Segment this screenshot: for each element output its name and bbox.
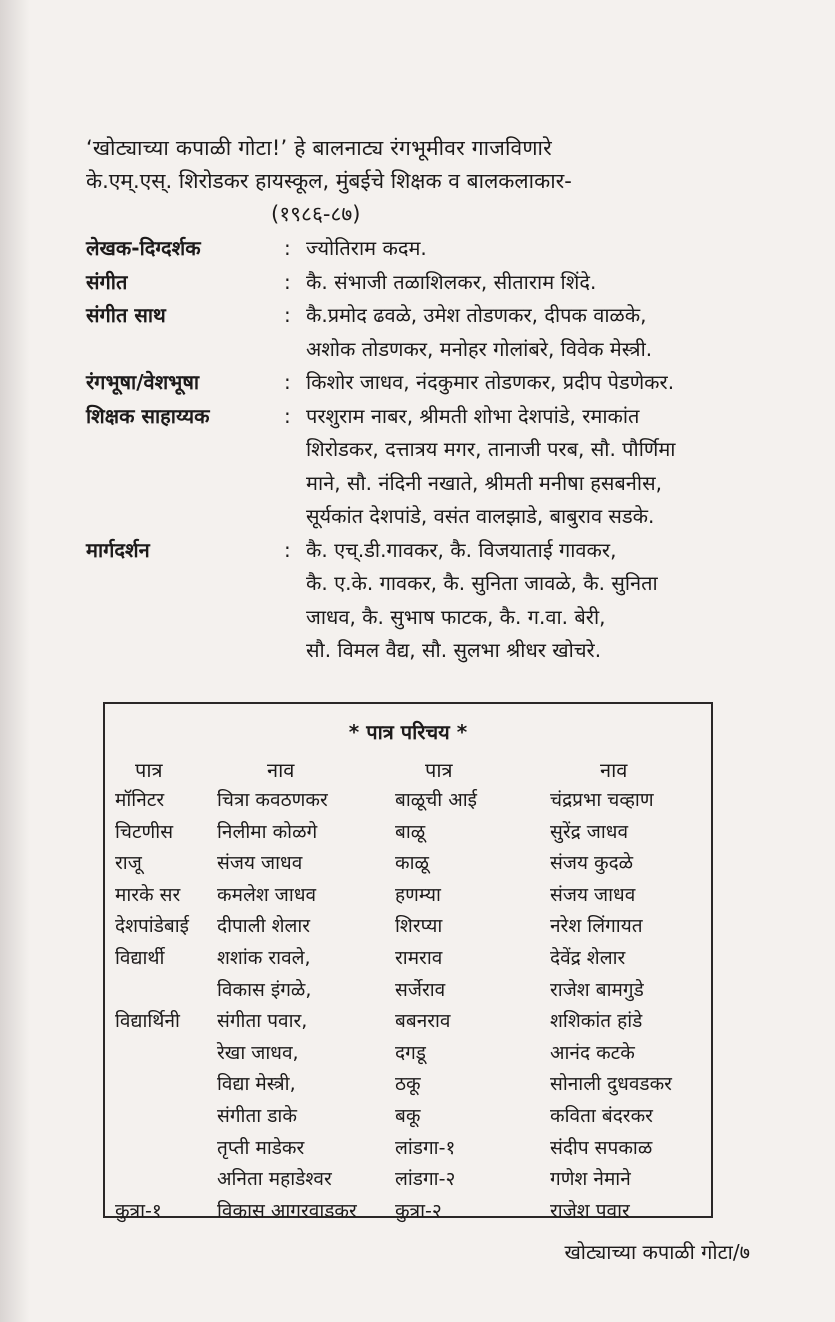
cast-actor-cell: दीपाली शेलार (217, 915, 311, 938)
credit-value (306, 299, 746, 366)
cast-role-cell: मॉनिटर (115, 789, 165, 811)
cast-role-cell: काळू (395, 852, 429, 875)
credit-row (86, 400, 746, 534)
cast-role-cell: चिटणीस (115, 820, 174, 843)
credit-label: संगीत (86, 269, 128, 294)
credit-colon: : (284, 403, 291, 428)
cast-actor-cell: सोनाली दुधवडकर (550, 1073, 672, 1096)
credit-value-line: कै. एच्.डी.गावकर, कै. विजयाताई गावकर, (306, 537, 617, 562)
cast-role-cell: लांडगा-२ (395, 1168, 456, 1191)
cast-actor-cell: राजेश पवार (550, 1199, 630, 1222)
cast-role-cell: सर्जेराव (395, 978, 446, 1001)
table-row (105, 1134, 711, 1166)
cast-actor-cell: विद्या मेस्त्री, (217, 1073, 296, 1096)
cast-actor-cell: संजय जाधव (550, 883, 636, 906)
credit-value (306, 534, 746, 668)
cast-actor-cell: चंद्रप्रभा चव्हाण (550, 789, 654, 811)
table-row (105, 1165, 711, 1197)
credit-value-line: अशोक तोडणकर, मनोहर गोलांबरे, विवेक मेस्त्री. (306, 336, 653, 361)
cast-role-cell: शिरप्या (395, 915, 443, 938)
cast-actor-cell: विकास इंगळे, (217, 978, 312, 1001)
cast-role-cell: कुत्रा-२ (395, 1199, 442, 1222)
page-edge-shadow (0, 0, 30, 1322)
cast-title: * पात्र परिचय * (348, 720, 468, 744)
credit-value-line: माने, सौ. नंदिनी नखाते, श्रीमती मनीषा हसबनीस, (306, 470, 662, 495)
cast-actor-cell: संजय जाधव (217, 852, 303, 875)
cast-table (105, 786, 711, 1228)
table-row (105, 1102, 711, 1134)
header-role-2: पात्र (425, 758, 453, 782)
credit-row (86, 534, 746, 668)
table-row (105, 976, 711, 1008)
header-name-1: नाव (267, 758, 295, 782)
cast-role-cell: रामराव (395, 946, 443, 969)
cast-actor-cell: राजेश बामगुडे (550, 978, 644, 1001)
credit-value-line: जाधव, कै. सुभाष फाटक, कै. ग.वा. बेरी, (306, 604, 606, 629)
table-row (105, 849, 711, 881)
credit-value (306, 266, 746, 300)
table-row (105, 1197, 711, 1229)
table-row (105, 786, 711, 818)
cast-header-row (105, 756, 711, 786)
credit-label: रंगभूषा/वेशभूषा (86, 370, 200, 394)
table-row (105, 944, 711, 976)
cast-role-cell: मारके सर (115, 883, 181, 906)
cast-actor-cell: देवेंद्र शेलार (550, 946, 626, 969)
cast-role-cell: विद्यार्थिनी (115, 1010, 180, 1033)
intro-line-2: के.एम्.एस्. शिरोडकर हायस्कूल, मुंबईचे शिक्षक व बालकलाकार- (86, 169, 572, 193)
cast-role-cell: राजू (115, 852, 142, 875)
credit-value-line: कै. ए.के. गावकर, कै. सुनिता जावळे, कै. सुनिता (306, 571, 658, 595)
cast-role-cell: लांडगा-१ (395, 1136, 456, 1159)
credit-value (306, 400, 746, 534)
cast-actor-cell: सुरेंद्र जाधव (550, 820, 629, 843)
cast-role-cell: कुत्रा-१ (115, 1199, 162, 1222)
cast-actor-cell: अनिता महाडेश्वर (217, 1168, 332, 1191)
credit-value-line: सूर्यकांत देशपांडे, वसंत वालझाडे, बाबुराव सडके. (306, 504, 655, 528)
cast-actor-cell: संजय कुदळे (550, 852, 634, 875)
intro-year: (१९८६-८७) (271, 202, 361, 226)
cast-role-cell: बबनराव (395, 1010, 451, 1033)
cast-actor-cell: संगीता पवार, (217, 1010, 308, 1033)
cast-actor-cell: शशांक रावले, (217, 946, 311, 969)
credit-row (86, 299, 746, 366)
page-footer: खोट्याच्या कपाळी गोटा/७ (564, 1240, 750, 1264)
cast-actor-cell: संदीप सपकाळ (550, 1136, 653, 1159)
table-row (105, 912, 711, 944)
credit-value-line: परशुराम नाबर, श्रीमती शोभा देशपांडे, रमाकांत (306, 403, 640, 428)
credit-value-line: सौ. विमल वैद्य, सौ. सुलभा श्रीधर खोचरे. (306, 638, 602, 662)
credit-value (306, 232, 746, 266)
cast-actor-cell: चित्रा कवठणकर (217, 789, 328, 811)
table-row (105, 818, 711, 850)
intro-paragraph (86, 132, 746, 231)
credit-value-line: कै. संभाजी तळाशिलकर, सीताराम शिंदे. (306, 269, 597, 294)
credit-colon: : (284, 370, 291, 394)
cast-role-cell: दगडू (395, 1041, 426, 1064)
credit-colon: : (284, 236, 291, 260)
cast-role-cell: विद्यार्थी (115, 946, 165, 969)
cast-role-cell: बकू (395, 1104, 421, 1127)
cast-role-cell: देशपांडेबाई (115, 915, 189, 938)
table-row (105, 1070, 711, 1102)
cast-actor-cell: तृप्ती माडेकर (217, 1136, 305, 1159)
cast-actor-cell: कमलेश जाधव (217, 883, 317, 906)
cast-actor-cell: विकास आगरवाडकर (217, 1199, 357, 1222)
header-name-2: नाव (600, 758, 628, 782)
table-row (105, 1039, 711, 1071)
table-row (105, 881, 711, 913)
credit-row (86, 366, 746, 400)
credit-label: संगीत साथ (86, 303, 166, 327)
cast-box (103, 702, 713, 1222)
credit-label: मार्गदर्शन (86, 537, 150, 562)
cast-actor-cell: संगीता डाके (217, 1104, 297, 1127)
credit-label: शिक्षक साहाय्यक (86, 403, 210, 428)
credit-colon: : (284, 537, 291, 562)
cast-actor-cell: शशिकांत हांडे (550, 1010, 643, 1033)
credit-row (86, 266, 746, 300)
table-row (105, 1007, 711, 1039)
cast-role-cell: बाळू (395, 820, 426, 843)
credit-value-line: ज्योतिराम कदम. (306, 236, 427, 260)
cast-actor-cell: कविता बंदरकर (550, 1104, 653, 1127)
credit-label: लेखक-दिग्दर्शक (86, 236, 201, 260)
credit-value (306, 366, 746, 400)
cast-role-cell: हणम्या (395, 883, 441, 906)
credit-colon: : (284, 269, 291, 294)
cast-actor-cell: रेखा जाधव, (217, 1041, 299, 1064)
cast-role-cell: बाळूची आई (395, 789, 477, 811)
credit-value-line: शिरोडकर, दत्तात्रय मगर, तानाजी परब, सौ. पौर्णिमा (306, 437, 676, 461)
intro-line-1: ‘खोट्याच्या कपाळी गोटा!’ हे बालनाट्य रंगभूमीवर गाजविणारे (86, 136, 552, 160)
cast-actor-cell: नरेश लिंगायत (550, 915, 643, 938)
cast-actor-cell: आनंद कटके (550, 1041, 635, 1064)
credit-row (86, 232, 746, 266)
cast-actor-cell: निलीमा कोळगे (217, 820, 318, 843)
header-role-1: पात्र (135, 758, 163, 782)
credit-value-line: किशोर जाधव, नंदकुमार तोडणकर, प्रदीप पेडणेकर. (306, 370, 675, 394)
cast-actor-cell: गणेश नेमाने (550, 1168, 631, 1191)
credit-value-line: कै.प्रमोद ढवळे, उमेश तोडणकर, दीपक वाळके, (306, 303, 647, 327)
credit-colon: : (284, 303, 291, 327)
cast-role-cell: ठकू (395, 1073, 421, 1096)
credits-list (86, 232, 746, 668)
